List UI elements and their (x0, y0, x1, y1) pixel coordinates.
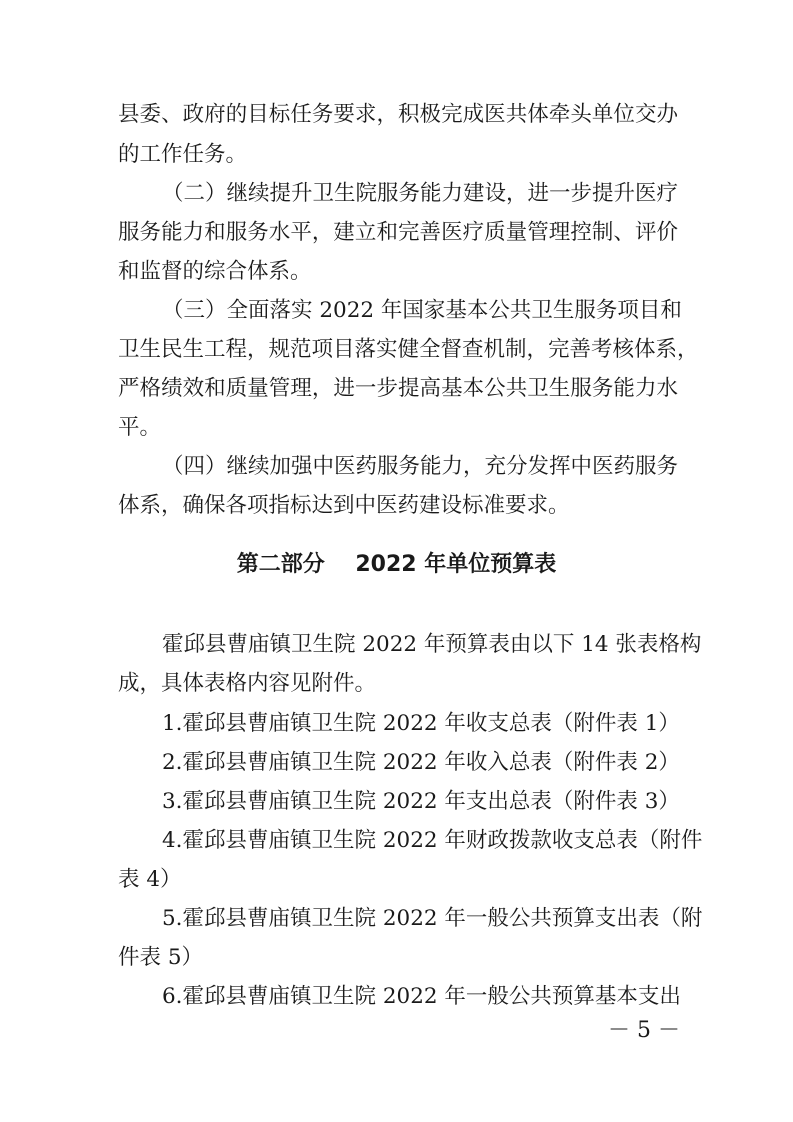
paragraph-line: 的工作任务。 (118, 142, 248, 167)
paragraph-line: 成，具体表格内容见附件。 (118, 671, 377, 696)
list-item: 2.霍邱县曹庙镇卫生院 2022 年收入总表（附件表 2） (162, 750, 680, 775)
list-item: 3.霍邱县曹庙镇卫生院 2022 年支出总表（附件表 3） (162, 789, 680, 814)
paragraph-line: 和监督的综合体系。 (118, 259, 312, 284)
paragraph-line: 卫生民生工程，规范项目落实健全督查机制，完善考核体系， (118, 337, 699, 362)
paragraph-line: （四）继续加强中医药服务能力，充分发挥中医药服务 (162, 454, 679, 479)
paragraph-line: 县委、政府的目标任务要求，积极完成医共体牵头单位交办 (118, 102, 678, 127)
paragraph-line: 体系，确保各项指标达到中医药建设标准要求。 (118, 493, 570, 518)
list-item: 6.霍邱县曹庙镇卫生院 2022 年一般公共预算基本支出 (162, 984, 681, 1009)
paragraph-line: （三）全面落实 2022 年国家基本公共卫生服务项目和 (162, 298, 682, 323)
paragraph-line: 服务能力和服务水平，建立和完善医疗质量管理控制、评价 (118, 220, 678, 245)
list-item-continuation: 表 4） (118, 867, 182, 892)
page-number: － 5 － (608, 1018, 680, 1043)
list-item-continuation: 件表 5） (118, 945, 204, 970)
list-item: 5.霍邱县曹庙镇卫生院 2022 年一般公共预算支出表（附 (162, 906, 703, 931)
paragraph-line: 严格绩效和质量管理，进一步提高基本公共卫生服务能力水 (118, 376, 678, 401)
paragraph-line: （二）继续提升卫生院服务能力建设，进一步提升医疗 (162, 181, 679, 206)
list-item: 1.霍邱县曹庙镇卫生院 2022 年收支总表（附件表 1） (162, 711, 680, 736)
paragraph-line: 霍邱县曹庙镇卫生院 2022 年预算表由以下 14 张表格构 (162, 632, 702, 657)
list-item: 4.霍邱县曹庙镇卫生院 2022 年财政拨款收支总表（附件 (162, 828, 703, 853)
paragraph-line: 平。 (118, 415, 162, 440)
section-heading: 第二部分 2022 年单位预算表 (236, 552, 557, 577)
